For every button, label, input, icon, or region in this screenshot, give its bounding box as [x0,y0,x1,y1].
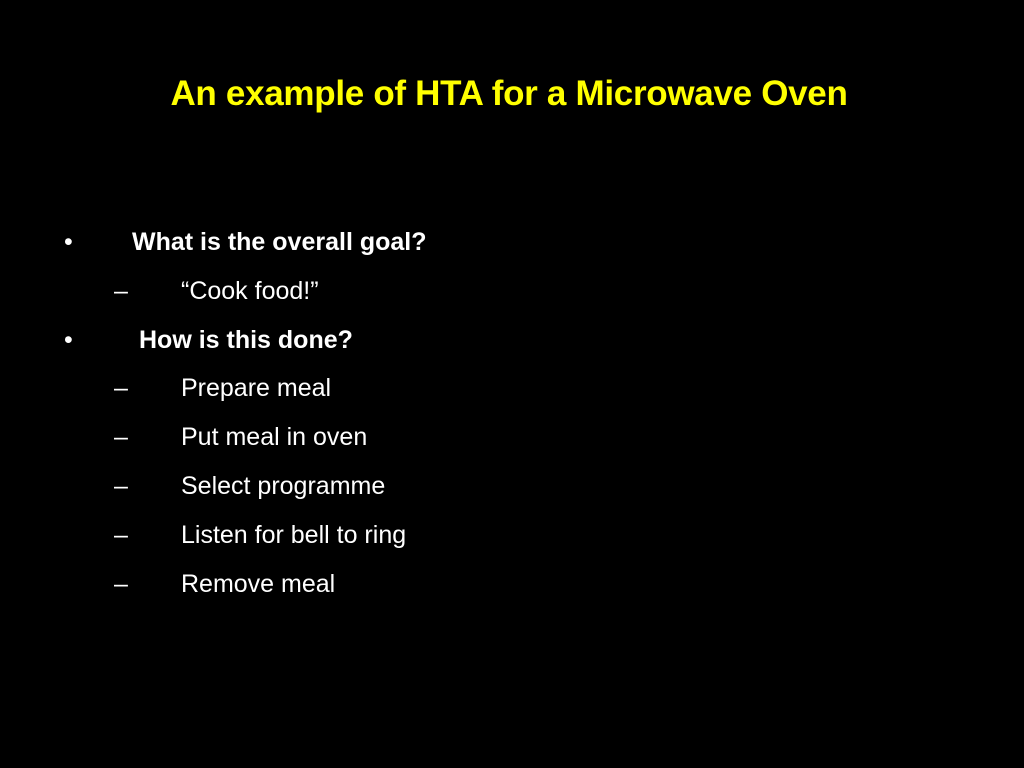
sub-item-cook-food [0,271,1024,311]
sub-item-text: Remove meal [181,570,336,598]
bullet-item-how-done [0,320,1024,360]
sub-item-text: Listen for bell to ring [181,521,407,549]
bullet-text: What is the overall goal? [132,228,427,256]
dash-marker: – [114,374,128,402]
dash-marker: – [114,570,128,598]
dash-marker: – [114,423,128,451]
dash-marker: – [114,277,128,305]
slide-title: An example of HTA for a Microwave Oven [170,74,848,113]
sub-item-listen-for-bell [0,515,1024,555]
sub-item-text: “Cook food!” [181,277,319,305]
sub-item-text: Put meal in oven [181,423,368,451]
bullet-text: How is this done? [139,326,353,354]
sub-item-remove-meal [0,564,1024,604]
sub-item-select-programme [0,466,1024,506]
sub-item-text: Prepare meal [181,374,332,402]
sub-item-prepare-meal [0,368,1024,408]
dash-marker: – [114,472,128,500]
sub-item-text: Select programme [181,472,386,500]
sub-item-put-meal-in-oven [0,417,1024,457]
dash-marker: – [114,521,128,549]
bullet-marker: • [64,228,73,256]
bullet-item-overall-goal [0,222,1024,262]
bullet-marker: • [64,326,73,354]
